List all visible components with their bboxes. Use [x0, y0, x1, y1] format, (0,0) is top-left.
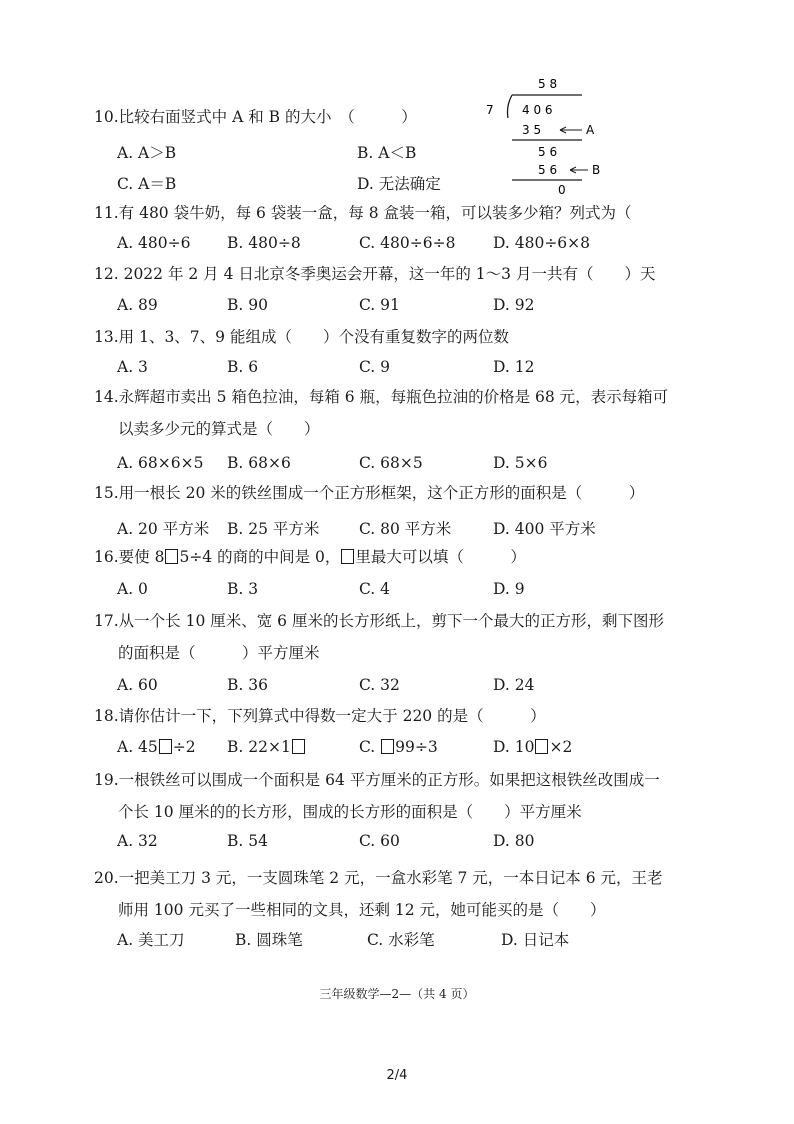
option[interactable]: C. 60 — [359, 832, 400, 850]
option[interactable]: B. 22×1 — [227, 738, 306, 756]
option[interactable]: D. 10 ×2 — [493, 738, 573, 756]
page-footer-label: 三年级数学—2—（共 4 页） — [319, 987, 475, 1001]
question-17: 17.从一个长 10 厘米、宽 6 厘米的长方形纸上，剪下一个最大的正方形，剩下图形 的面积是（ ）平方厘米 — [94, 612, 664, 662]
option[interactable]: C. 99÷3 — [359, 738, 438, 756]
question-10-options-row2 — [117, 172, 717, 200]
blank-box — [165, 549, 178, 564]
question-13: 13.用 1、3、7、9 能组成（ ）个没有重复数字的两位数 — [94, 328, 509, 346]
option[interactable]: D. 92 — [493, 296, 535, 314]
option[interactable]: C. 91 — [359, 296, 400, 314]
option[interactable]: A. 68×6×5 — [117, 454, 204, 472]
question-15: 15.用一根长 20 米的铁丝围成一个正方形框架，这个正方形的面积是（ ） — [94, 484, 645, 502]
question-19-options — [117, 832, 717, 860]
question-19: 19.一根铁丝可以围成一个面积是 64 平方厘米的正方形。如果把这根铁丝改围成一 个长 10 厘米的的长方形，围成的长方形的面积是（ ）平方厘米 — [94, 771, 660, 821]
option[interactable]: A. 20 平方米 — [117, 520, 210, 538]
option[interactable]: B. 6 — [227, 358, 259, 376]
division-bracket — [508, 95, 513, 118]
option[interactable]: A. 45 ÷2 — [117, 738, 196, 756]
option[interactable]: C. A＝B — [117, 175, 177, 193]
blank-box — [341, 549, 354, 564]
long-division-figure — [470, 70, 610, 200]
blank-box — [292, 739, 305, 754]
division-dividend: 4 0 6 — [522, 103, 553, 117]
division-step-2: 5 6 — [538, 145, 558, 159]
division-quotient: 5 8 — [538, 77, 558, 91]
question-16-options — [117, 580, 717, 608]
question-11: 11.有 480 袋牛奶，每 6 袋装一盒，每 8 盒装一箱，可以装多少箱？列式为（ — [94, 204, 632, 222]
option[interactable]: B. A＜B — [357, 144, 417, 162]
option[interactable]: C. 32 — [359, 676, 400, 694]
option[interactable]: A. A＞B — [117, 144, 177, 162]
option[interactable]: A. 32 — [117, 832, 158, 850]
option[interactable]: C. 68×5 — [359, 454, 423, 472]
option[interactable]: B. 480÷8 — [227, 234, 301, 252]
option[interactable]: B. 3 — [227, 580, 259, 598]
option[interactable]: A. 0 — [117, 580, 148, 598]
label-b: B — [592, 163, 601, 177]
option[interactable]: B. 36 — [227, 676, 268, 694]
question-10: 10.比较右面竖式中 A 和 B 的大小 （ ） — [94, 108, 417, 126]
option[interactable]: C. 480÷6÷8 — [359, 234, 456, 252]
label-a: A — [586, 123, 595, 137]
page-number: 2/4 — [386, 1068, 408, 1083]
question-20-options — [117, 928, 717, 956]
question-18-options — [117, 738, 717, 766]
division-step-1: 3 5 — [522, 123, 542, 137]
option[interactable]: D. 9 — [493, 580, 525, 598]
option[interactable]: A. 美工刀 — [117, 931, 185, 949]
option[interactable]: B. 54 — [227, 832, 268, 850]
question-12: 12. 2022 年 2 月 4 日北京冬季奥运会开幕，这一年的 1～3 月一共有（ ）天 — [94, 265, 656, 283]
option[interactable]: D. 400 平方米 — [493, 520, 596, 538]
option[interactable]: D. 5×6 — [493, 454, 548, 472]
option[interactable]: D. 无法确定 — [357, 175, 441, 193]
option[interactable]: A. 89 — [117, 296, 158, 314]
option[interactable]: B. 68×6 — [227, 454, 291, 472]
option[interactable]: A. 480÷6 — [117, 234, 191, 252]
question-14: 14.永辉超市卖出 5 箱色拉油，每箱 6 瓶，每瓶色拉油的价格是 68 元，表示每箱可 以卖多少元的算式是（ ） — [94, 388, 669, 438]
option[interactable]: D. 80 — [493, 832, 535, 850]
option[interactable]: D. 日记本 — [501, 931, 570, 949]
question-18: 18.请你估计一下，下列算式中得数一定大于 220 的是（ ） — [94, 707, 546, 725]
blank-box — [159, 739, 172, 754]
option[interactable]: C. 4 — [359, 580, 391, 598]
question-12-options — [117, 296, 717, 324]
option[interactable]: D. 12 — [493, 358, 535, 376]
option[interactable]: C. 水彩笔 — [367, 931, 435, 949]
division-remainder: 0 — [558, 183, 566, 197]
division-step-3: 5 6 — [538, 163, 558, 177]
division-divisor: 7 — [486, 103, 494, 117]
question-20: 20.一把美工刀 3 元，一支圆珠笔 2 元，一盒水彩笔 7 元，一本日记本 6 元，王老 师用 100 元买了一些相同的文具，还剩 12 元，她可能买的是（ ） — [94, 869, 663, 919]
question-16: 16.要使 8 5÷4 的商的中间是 0， 里最大可以填（ ） — [94, 548, 526, 566]
option[interactable]: C. 9 — [359, 358, 391, 376]
option[interactable]: B. 圆珠笔 — [235, 931, 303, 949]
option[interactable]: D. 24 — [493, 676, 535, 694]
option[interactable]: A. 60 — [117, 676, 158, 694]
option[interactable]: D. 480÷6×8 — [493, 234, 591, 252]
blank-box — [535, 739, 548, 754]
option[interactable]: B. 90 — [227, 296, 268, 314]
option[interactable]: A. 3 — [117, 358, 148, 376]
question-10-options — [117, 141, 717, 169]
option[interactable]: B. 25 平方米 — [227, 520, 320, 538]
option[interactable]: C. 80 平方米 — [359, 520, 452, 538]
blank-box — [381, 739, 394, 754]
